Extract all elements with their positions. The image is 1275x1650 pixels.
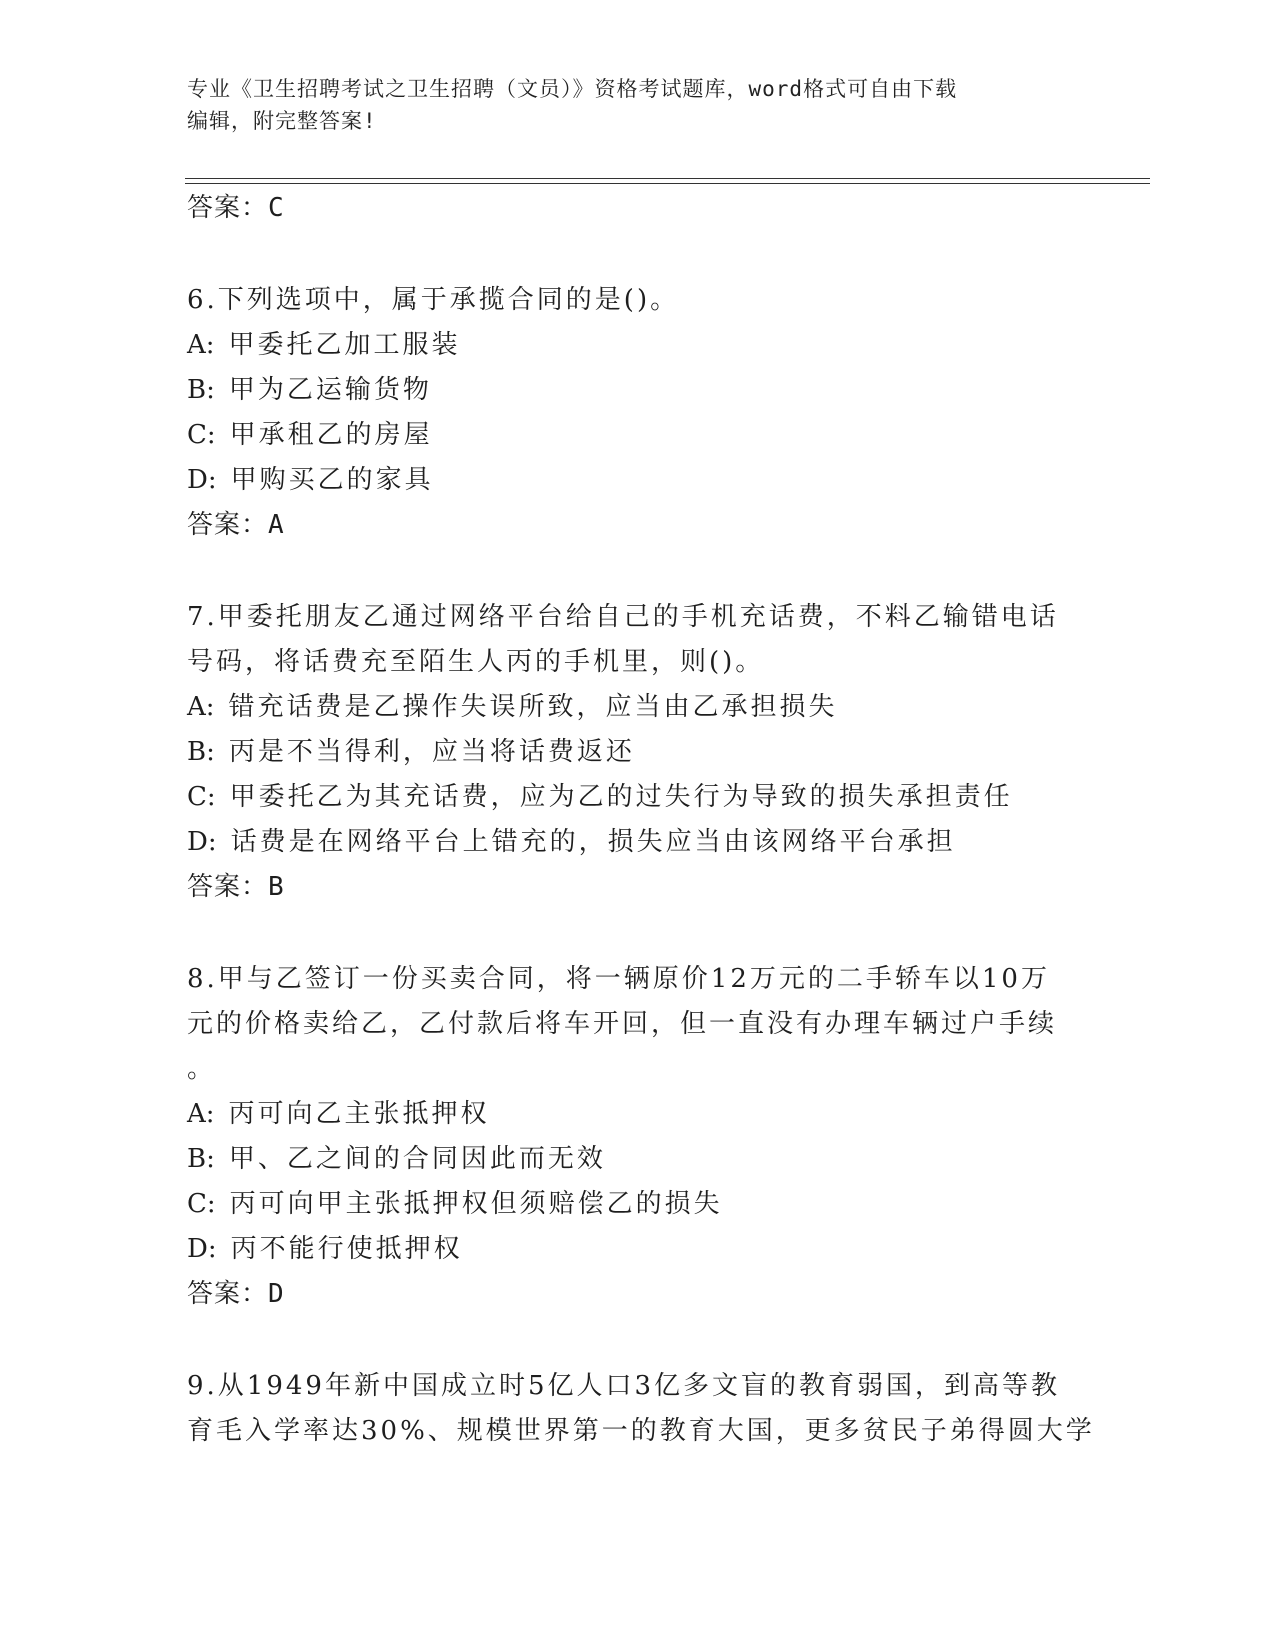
question-text: 9.从1949年新中国成立时5亿人口3亿多文盲的教育弱国，到高等教: [187, 1371, 1061, 1401]
option-label: D:: [187, 827, 217, 857]
option-text: 甲为乙运输货物: [228, 375, 432, 405]
option-text: 丙不能行使抵押权: [230, 1234, 463, 1264]
option-text: 甲购买乙的家具: [230, 465, 434, 495]
answer-line: [187, 186, 1087, 231]
option-label: D:: [187, 1234, 217, 1264]
option-text: 丙可向甲主张抵押权但须赔偿乙的损失: [229, 1189, 723, 1219]
question-spacer: [187, 1317, 1087, 1364]
question-block: [187, 957, 1087, 1317]
answer-prefix: 答案：: [187, 193, 269, 223]
option-label: B:: [187, 1144, 215, 1174]
option-text: 错充话费是乙操作失误所致，应当由乙承担损失: [228, 692, 838, 722]
question-text: 元的价格卖给乙，乙付款后将车开回，但一直没有办理车辆过户手续: [187, 1009, 1058, 1039]
question-block: [187, 278, 1087, 548]
option-label: D:: [187, 465, 217, 495]
answer-value: C: [268, 193, 285, 223]
answer-value: A: [268, 510, 285, 540]
question-spacer: [187, 231, 1087, 278]
option-row: [187, 730, 1087, 775]
option-text: 甲承租乙的房屋: [229, 420, 433, 450]
option-row: [187, 820, 1087, 865]
question-spacer: [187, 910, 1087, 957]
option-row: [187, 775, 1087, 820]
option-text: 甲委托乙加工服装: [228, 330, 461, 360]
option-row: [187, 323, 1087, 368]
header-line-2: 编辑，附完整答案!: [187, 109, 377, 133]
question-spacer: [187, 548, 1087, 595]
option-row: [187, 685, 1087, 730]
option-label: A:: [187, 1099, 215, 1129]
question-list: [187, 186, 1095, 1454]
answer-value: D: [268, 1279, 285, 1309]
question-text: 号码，将话费充至陌生人丙的手机里，则()。: [187, 647, 765, 677]
option-text: 丙是不当得利，应当将话费返还: [228, 737, 635, 767]
option-text: 甲委托乙为其充话费，应为乙的过失行为导致的损失承担责任: [229, 782, 1013, 812]
answer-line: [187, 503, 1087, 548]
question-block: [187, 1364, 1095, 1454]
header-line-1: 专业《卫生招聘考试之卫生招聘（文员）》资格考试题库，word格式可自由下载: [187, 77, 958, 101]
option-label: C:: [187, 782, 216, 812]
option-text: 话费是在网络平台上错充的，损失应当由该网络平台承担: [230, 827, 956, 857]
option-text: 丙可向乙主张抵押权: [228, 1099, 490, 1129]
page-header: [187, 73, 1067, 137]
option-row: [187, 458, 1087, 503]
option-row: [187, 1182, 1087, 1227]
question-block: [187, 595, 1087, 910]
question-text: 6.下列选项中，属于承揽合同的是()。: [187, 285, 680, 315]
option-row: [187, 1092, 1087, 1137]
option-label: A:: [187, 330, 215, 360]
option-row: [187, 1227, 1087, 1272]
option-label: C:: [187, 1189, 216, 1219]
option-label: B:: [187, 375, 215, 405]
option-label: B:: [187, 737, 215, 767]
answer-prefix: 答案：: [187, 1279, 269, 1309]
option-row: [187, 413, 1087, 458]
header-divider-top: [185, 178, 1150, 179]
question-text: 。: [187, 1054, 217, 1084]
option-text: 甲、乙之间的合同因此而无效: [228, 1144, 606, 1174]
answer-prefix: 答案：: [187, 872, 269, 902]
question-text: 8.甲与乙签订一份买卖合同，将一辆原价12万元的二手轿车以10万: [187, 964, 1050, 994]
answer-value: B: [268, 872, 285, 902]
option-row: [187, 368, 1087, 413]
answer-line: [187, 865, 1087, 910]
header-divider-bottom: [185, 183, 1150, 184]
option-label: C:: [187, 420, 216, 450]
answer-line: [187, 1272, 1087, 1317]
option-row: [187, 1137, 1087, 1182]
question-text: 7.甲委托朋友乙通过网络平台给自己的手机充话费，不料乙输错电话: [187, 602, 1059, 632]
answer-prefix: 答案：: [187, 510, 269, 540]
option-label: A:: [187, 692, 215, 722]
question-text: 育毛入学率达30%、规模世界第一的教育大国，更多贫民子弟得圆大学: [187, 1416, 1095, 1446]
